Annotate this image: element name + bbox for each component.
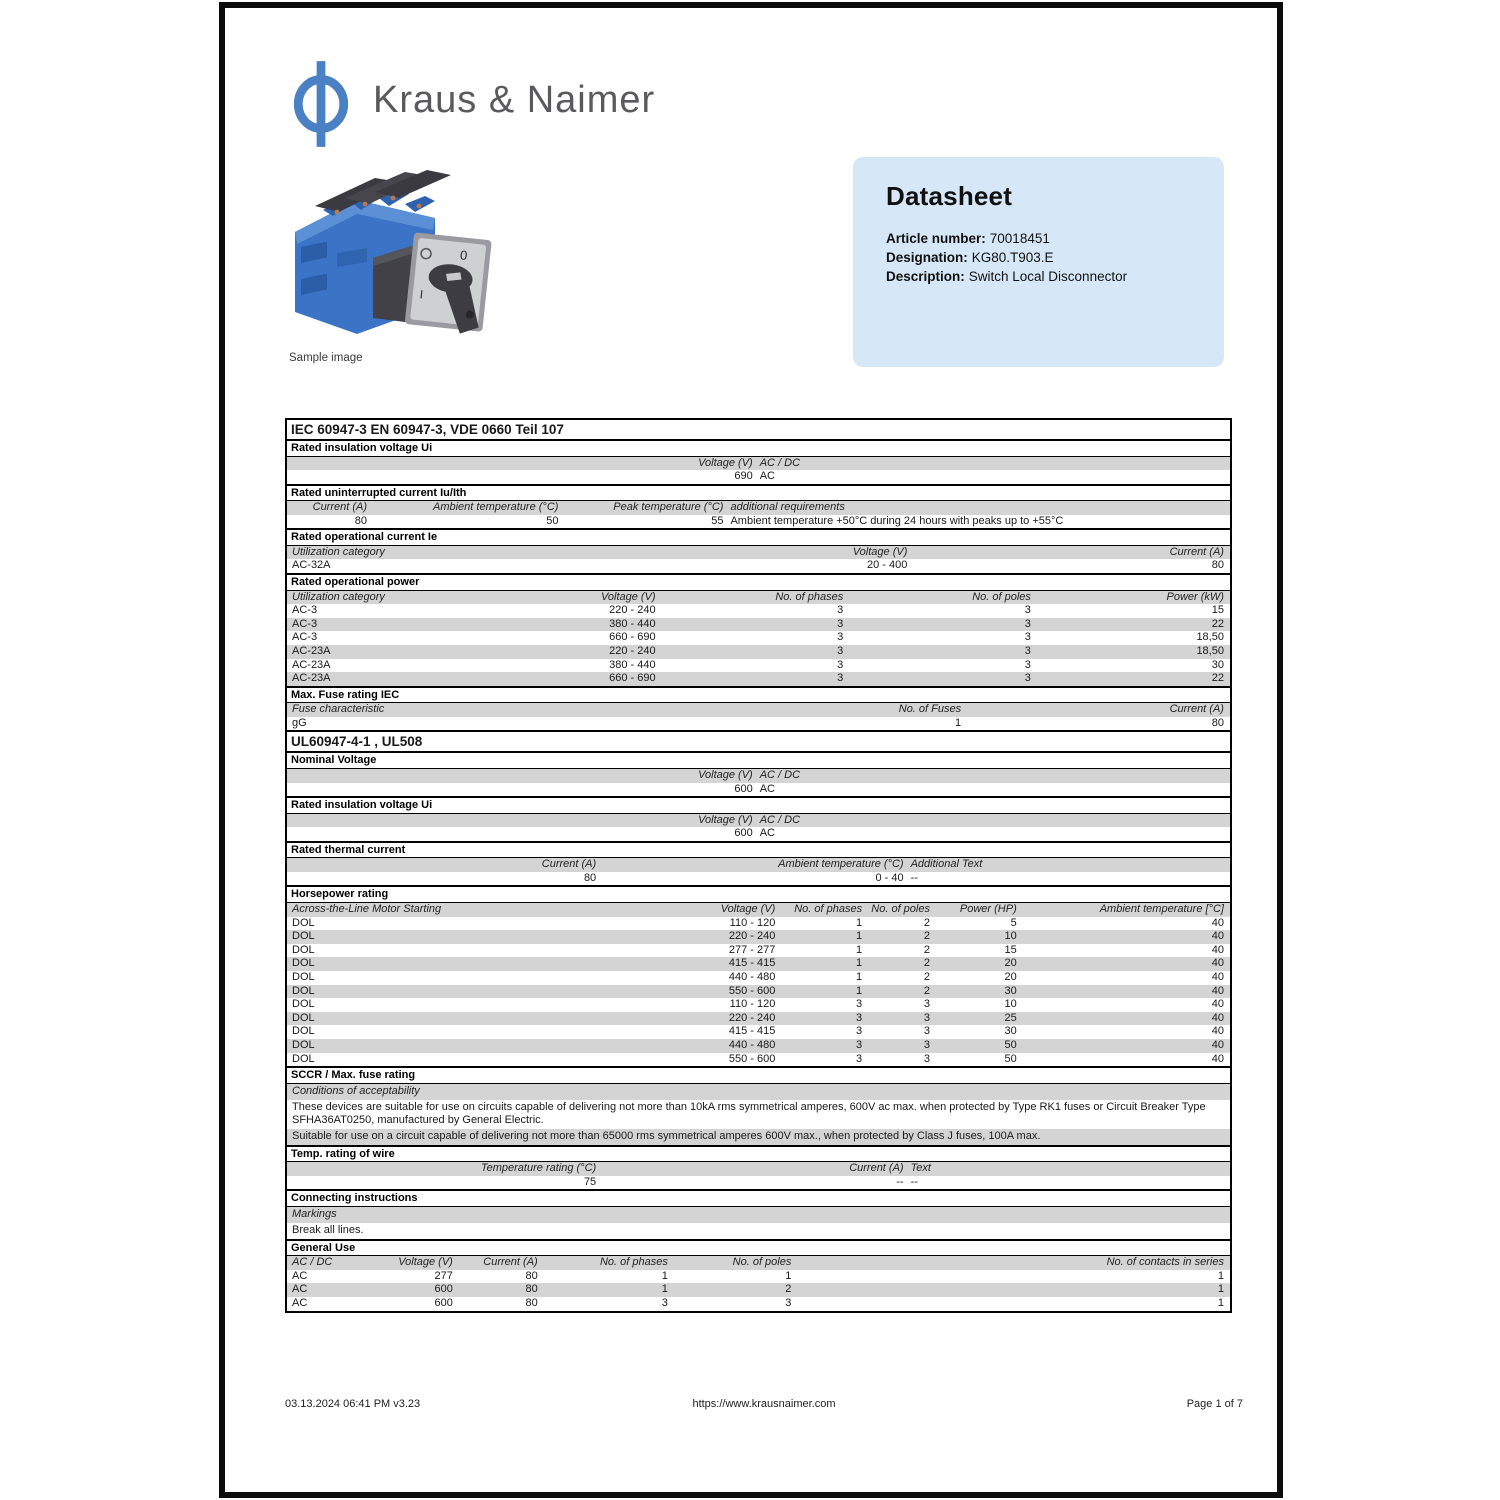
table-cell: No. of phases (775, 590, 844, 603)
table-cell: Voltage (V) (600, 590, 656, 603)
table-cell: 30 (1211, 658, 1224, 671)
table-cell: 3 (837, 644, 844, 657)
table-cell: 277 (434, 1269, 453, 1282)
table-cell: -- (910, 871, 918, 884)
svg-text:0: 0 (459, 247, 469, 263)
table-data-row (287, 944, 1230, 958)
table-cell: 1 (954, 716, 962, 729)
table-cell: 3 (923, 998, 930, 1011)
table-data-row (287, 1223, 1230, 1239)
table-cell: 220 - 240 (728, 930, 776, 943)
table-cell: 5 (1010, 916, 1017, 929)
table-cell: AC (292, 1283, 308, 1296)
table-cell: AC-23A (292, 644, 331, 657)
table-cell: 1 (855, 970, 863, 983)
table-cell: 2 (923, 916, 930, 929)
table-cell: 3 (837, 658, 844, 671)
table-cell: 660 - 690 (609, 672, 656, 685)
table-data-row (287, 672, 1230, 686)
table-cell: Current (A) (312, 501, 368, 514)
table-section-header: SCCR / Max. fuse rating (287, 1066, 1230, 1084)
switch-product-illustration (287, 166, 495, 348)
table-cell: Voltage (V) (852, 545, 908, 558)
card-title: Datasheet (886, 181, 1013, 211)
table-column-header-row (287, 501, 1230, 515)
table-cell: 3 (837, 617, 844, 630)
table-cell: 40 (1211, 957, 1224, 970)
table-data-row (287, 1039, 1230, 1053)
card-lines (886, 229, 1194, 286)
table-cell: 1 (855, 984, 863, 997)
table-cell: additional requirements (730, 501, 845, 514)
table-cell: 15 (1211, 604, 1224, 617)
table-cell: No. of contacts in series (1106, 1256, 1224, 1269)
table-section-header: Rated insulation voltage Ui (287, 441, 1230, 457)
page-footer (285, 1398, 1243, 1410)
datasheet-page (219, 2, 1283, 1498)
table-data-row (287, 1283, 1230, 1297)
table-cell: 50 (1004, 1038, 1017, 1051)
table-data-row (287, 645, 1230, 659)
table-cell: DOL (292, 1052, 315, 1065)
table-cell: Current (A) (1169, 703, 1224, 716)
table-cell: Peak temperature (°C) (613, 501, 724, 514)
table-column-header-row (287, 1162, 1230, 1176)
table-cell: AC-3 (292, 631, 318, 644)
table-data-row (287, 559, 1230, 573)
table-cell: AC-23A (292, 658, 331, 671)
table-cell: AC (759, 827, 775, 840)
table-cell: 600 (734, 827, 753, 840)
designation-line (886, 248, 1194, 267)
table-cell: Voltage (V) (398, 1256, 453, 1269)
table-column-header-row (287, 1207, 1230, 1223)
table-cell: 277 - 277 (728, 943, 776, 956)
table-cell: AC (292, 1297, 308, 1310)
table-cell: 380 - 440 (609, 617, 656, 630)
table-cell: 80 (1211, 716, 1224, 729)
table-cell: AC (292, 1269, 308, 1282)
table-data-row (287, 470, 1230, 484)
table-cell: AC (759, 782, 775, 795)
table-cell: 30 (1004, 1025, 1017, 1038)
table-data-row (287, 515, 1230, 529)
table-cell: Voltage (V) (698, 456, 753, 469)
table-cell: 2 (785, 1283, 792, 1296)
table-cell: 22 (1211, 617, 1224, 630)
table-cell: Power (HP) (959, 902, 1017, 915)
table-data-row (287, 930, 1230, 944)
table-cell: AC-3 (292, 617, 318, 630)
table-cell: 3 (1024, 658, 1031, 671)
table-data-row (287, 1100, 1230, 1129)
table-section-header: General Use (287, 1239, 1230, 1257)
table-cell: DOL (292, 1038, 315, 1051)
table-data-row (287, 1270, 1230, 1284)
table-cell: 18,50 (1196, 644, 1224, 657)
table-cell: 1 (1217, 1283, 1224, 1296)
table-cell: Current (A) (483, 1256, 538, 1269)
table-data-row (287, 1053, 1230, 1067)
table-cell: Power (kW) (1166, 590, 1224, 603)
table-cell: 15 (1004, 943, 1017, 956)
footer-url[interactable]: https://www.krausnaimer.com (692, 1398, 836, 1410)
table-cell: 1 (855, 930, 863, 943)
table-section-header: Rated operational current Ie (287, 528, 1230, 546)
svg-text:I: I (419, 287, 424, 302)
table-cell: 40 (1211, 1052, 1224, 1065)
footer-page-number: Page 1 of 7 (1186, 1398, 1243, 1410)
table-cell: 80 (1211, 559, 1224, 572)
table-cell: 1 (1217, 1297, 1224, 1310)
table-cell: 110 - 120 (729, 998, 776, 1011)
product-image (287, 166, 495, 348)
designation-label: Designation: (886, 250, 968, 265)
table-cell: 40 (1211, 984, 1224, 997)
table-cell: -- (910, 1175, 918, 1188)
table-section-header: Temp. rating of wire (287, 1145, 1230, 1163)
table-cell: 2 (923, 970, 930, 983)
table-data-row (287, 998, 1230, 1012)
table-cell: Suitable for use on a circuit capable of delivering not more than 65000 rms symmetrical amperes 600V max., when protected by Class J fuses, 100A max. (292, 1129, 1041, 1142)
table-cell: 3 (855, 1038, 863, 1051)
table-data-row (287, 717, 1230, 731)
table-cell: 3 (923, 1011, 930, 1024)
table-cell: Temperature rating (°C) (480, 1162, 597, 1175)
table-data-row (287, 604, 1230, 618)
table-cell: Utilization category (292, 545, 385, 558)
table-cell: 1 (855, 916, 863, 929)
table-cell: 1 (855, 957, 863, 970)
table-cell: 80 (525, 1283, 538, 1296)
description-label: Description: (886, 269, 965, 284)
table-cell: Voltage (V) (698, 768, 753, 781)
table-cell: 1 (855, 943, 863, 956)
table-data-row (287, 1129, 1230, 1145)
table-cell: 3 (855, 1011, 863, 1024)
table-section-header: Rated uninterrupted current Iu/Ith (287, 484, 1230, 502)
table-cell: 80 (583, 871, 597, 884)
table-data-row (287, 985, 1230, 999)
table-cell: Voltage (V) (698, 813, 753, 826)
table-cell: 40 (1211, 1025, 1224, 1038)
brand-name: Kraus & Naimer (373, 78, 656, 121)
table-data-row (287, 1025, 1230, 1039)
table-column-header-row (287, 591, 1230, 605)
table-data-row (287, 872, 1230, 886)
table-cell: 40 (1211, 1011, 1224, 1024)
table-column-header-row (287, 903, 1230, 917)
table-cell: Fuse characteristic (292, 703, 385, 716)
table-cell: 1 (785, 1269, 792, 1282)
table-cell: DOL (292, 916, 315, 929)
table-data-row (287, 1176, 1230, 1190)
spec-table (285, 418, 1232, 1313)
footer-date: 03.13.2024 06:41 PM v3.23 (285, 1398, 421, 1410)
table-cell: 20 - 400 (866, 559, 908, 572)
table-cell: 220 - 240 (609, 644, 656, 657)
table-cell: AC-23A (292, 672, 331, 685)
table-cell: DOL (292, 957, 315, 970)
table-data-row (287, 783, 1230, 797)
table-cell: -- (896, 1175, 904, 1188)
table-cell: 3 (1024, 644, 1031, 657)
table-cell: 50 (1004, 1052, 1017, 1065)
table-cell: No. of poles (732, 1256, 792, 1269)
table-cell: 25 (1004, 1011, 1017, 1024)
article-number-line (886, 229, 1194, 248)
table-cell: 40 (1211, 930, 1224, 943)
table-cell: Text (910, 1162, 931, 1175)
table-cell: 3 (923, 1052, 930, 1065)
table-cell: Voltage (V) (720, 902, 776, 915)
table-column-header-row (287, 457, 1230, 471)
table-cell: 40 (1211, 998, 1224, 1011)
table-cell: 415 - 415 (728, 957, 776, 970)
table-cell: 440 - 480 (728, 1038, 776, 1051)
sample-image-caption: Sample image (289, 352, 363, 364)
table-cell: These devices are suitable for use on circuits capable of delivering not more than 10kA rms symmetrical amperes, 600V ac max. when protected by Type RK1 fuses or Circuit Breaker Type SFHA36AT0250, manufactured by General Electric. (292, 1100, 1206, 1126)
table-cell: 40 (1211, 916, 1224, 929)
table-cell: 660 - 690 (609, 631, 656, 644)
table-cell: Current (A) (541, 858, 597, 871)
table-cell: 2 (923, 984, 930, 997)
table-cell: AC-3 (292, 604, 318, 617)
table-cell: 3 (923, 1038, 930, 1051)
table-cell: Break all lines. (292, 1223, 364, 1236)
table-cell: Ambient temperature [°C] (1099, 902, 1224, 915)
table-cell: 50 (546, 514, 559, 527)
table-section-header: Horsepower rating (287, 885, 1230, 903)
table-cell: 40 (1211, 943, 1224, 956)
datasheet-card (853, 157, 1224, 367)
table-data-row (287, 957, 1230, 971)
table-column-header-row (287, 769, 1230, 783)
article-number-label: Article number: (886, 231, 986, 246)
description-line (886, 267, 1194, 286)
table-section-header: Connecting instructions (287, 1189, 1230, 1207)
table-cell: 30 (1004, 984, 1017, 997)
table-cell: 40 (1211, 970, 1224, 983)
table-cell: 690 (734, 470, 753, 483)
table-column-header-row (287, 1084, 1230, 1100)
table-cell: 75 (583, 1175, 597, 1188)
table-section-header: Nominal Voltage (287, 753, 1230, 769)
table-cell: 2 (923, 930, 930, 943)
table-cell: 3 (855, 1025, 863, 1038)
table-cell: 3 (855, 1052, 863, 1065)
table-cell: 550 - 600 (728, 984, 776, 997)
table-data-row (287, 917, 1230, 931)
table-cell: 3 (855, 998, 863, 1011)
table-cell: 600 (434, 1297, 453, 1310)
table-cell: No. of phases (599, 1256, 668, 1269)
table-cell: 80 (354, 514, 368, 527)
table-cell: No. of poles (972, 590, 1031, 603)
table-data-row (287, 659, 1230, 673)
table-column-header-row (287, 1256, 1230, 1270)
table-cell: DOL (292, 1025, 315, 1038)
table-cell: 3 (1024, 617, 1031, 630)
table-cell: 3 (837, 672, 844, 685)
table-data-row (287, 1012, 1230, 1026)
table-cell: AC / DC (759, 456, 801, 469)
table-data-row (287, 1297, 1230, 1311)
table-cell: 1 (1217, 1269, 1224, 1282)
table-cell: 1 (661, 1283, 668, 1296)
table-cell: 600 (734, 782, 753, 795)
brand-logo (293, 58, 655, 150)
table-cell: 600 (434, 1283, 453, 1296)
table-section-header: Rated thermal current (287, 841, 1230, 859)
table-cell: 3 (661, 1297, 668, 1310)
table-data-row (287, 631, 1230, 645)
table-cell: 18,50 (1196, 631, 1224, 644)
table-cell: Across-the-Line Motor Starting (292, 902, 442, 915)
table-cell: 55 (711, 514, 724, 527)
table-cell: Conditions of acceptability (292, 1084, 420, 1097)
table-cell: No. of poles (871, 902, 930, 915)
table-cell: AC / DC (759, 768, 801, 781)
table-cell: 220 - 240 (728, 1011, 776, 1024)
table-cell: 440 - 480 (728, 970, 776, 983)
table-cell: 40 (1211, 1038, 1224, 1051)
table-cell: gG (292, 716, 307, 729)
table-column-header-row (287, 546, 1230, 560)
table-cell: 2 (923, 943, 930, 956)
table-cell: 220 - 240 (609, 604, 656, 617)
table-cell: 10 (1004, 998, 1017, 1011)
table-cell: 2 (923, 957, 930, 970)
table-column-header-row (287, 858, 1230, 872)
table-cell: Markings (292, 1207, 337, 1220)
table-cell: 3 (1024, 672, 1031, 685)
table-cell: 0 - 40 (875, 871, 904, 884)
table-cell: 550 - 600 (728, 1052, 776, 1065)
table-cell: DOL (292, 943, 315, 956)
phi-logo-icon (293, 58, 349, 150)
table-column-header-row (287, 703, 1230, 717)
table-cell: 3 (1024, 631, 1031, 644)
table-data-row (287, 971, 1230, 985)
table-cell: DOL (292, 1011, 315, 1024)
article-number-value: 70018451 (989, 231, 1050, 246)
table-cell: Current (A) (849, 1162, 904, 1175)
table-data-row (287, 827, 1230, 841)
table-cell: 10 (1004, 930, 1017, 943)
table-data-row (287, 618, 1230, 632)
description-value: Switch Local Disconnector (968, 269, 1128, 284)
table-cell: 3 (923, 1025, 930, 1038)
table-group-header: IEC 60947-3 EN 60947-3, VDE 0660 Teil 107 (287, 420, 1230, 441)
table-section-header: Max. Fuse rating IEC (287, 686, 1230, 704)
table-cell: Additional Text (910, 858, 983, 871)
table-section-header: Rated insulation voltage Ui (287, 796, 1230, 814)
table-cell: AC (759, 470, 775, 483)
table-cell: Ambient temperature +50°C during 24 hours with peaks up to +55°C (730, 514, 1064, 527)
table-cell: DOL (292, 930, 315, 943)
table-cell: No. of Fuses (898, 703, 962, 716)
table-cell: 3 (837, 604, 844, 617)
designation-value: KG80.T903.E (971, 250, 1054, 265)
table-group-header: UL60947-4-1 , UL508 (287, 730, 1230, 753)
table-cell: Utilization category (292, 590, 385, 603)
table-cell: 22 (1211, 672, 1224, 685)
table-cell: 80 (525, 1297, 538, 1310)
table-cell: 415 - 415 (728, 1025, 776, 1038)
table-cell: DOL (292, 984, 315, 997)
table-cell: DOL (292, 998, 315, 1011)
table-cell: AC / DC (759, 813, 801, 826)
table-cell: 3 (785, 1297, 792, 1310)
table-cell: AC-32A (292, 559, 331, 572)
table-section-header: Rated operational power (287, 573, 1230, 591)
table-cell: 20 (1004, 970, 1017, 983)
table-cell: 1 (661, 1269, 668, 1282)
table-cell: Current (A) (1169, 545, 1224, 558)
table-cell: DOL (292, 970, 315, 983)
table-cell: Ambient temperature (°C) (778, 858, 904, 871)
table-cell: 3 (1024, 604, 1031, 617)
table-cell: AC / DC (292, 1256, 333, 1269)
table-cell: 110 - 120 (729, 916, 776, 929)
table-cell: 80 (525, 1269, 538, 1282)
table-cell: 3 (837, 631, 844, 644)
table-column-header-row (287, 814, 1230, 828)
table-cell: 20 (1004, 957, 1017, 970)
table-cell: No. of phases (794, 902, 863, 915)
table-cell: 380 - 440 (609, 658, 656, 671)
table-cell: Ambient temperature (°C) (433, 501, 559, 514)
